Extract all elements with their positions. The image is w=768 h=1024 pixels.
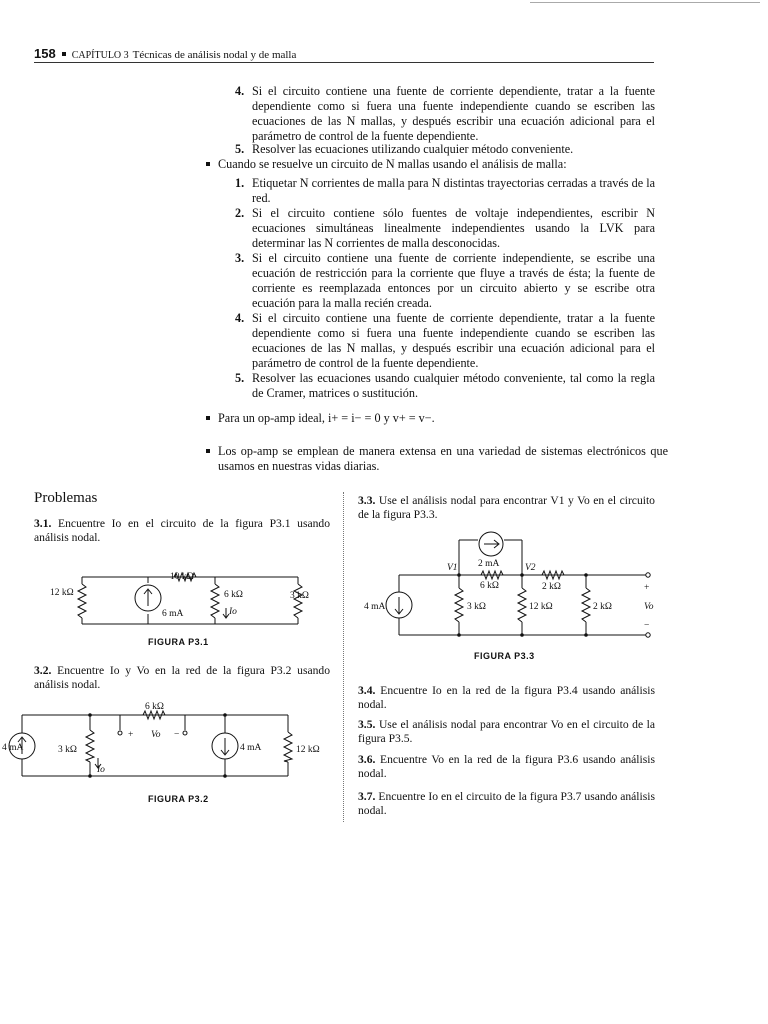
output-terminal-plus-icon <box>646 573 650 577</box>
problem-3-2: 3.2. Encuentre Io y Vo en la red de la figura P3.2 usando análisis nodal. <box>34 664 330 691</box>
resistor-2k-shunt-icon <box>582 588 590 622</box>
fig-p3-2-src2-label: 4 mA <box>240 743 262 753</box>
fig-p3-1-src-label: 6 mA <box>162 609 184 619</box>
fig-p3-1-r3-label: 6 kΩ <box>224 590 243 600</box>
fig-p3-2-r3-label: 12 kΩ <box>296 745 320 755</box>
fig-p3-3-src2-label: 2 mA <box>478 559 500 569</box>
mesh-steps <box>235 176 655 401</box>
figure-p3-1-circuit <box>40 552 340 634</box>
mesh-intro-bullet: Cuando se resuelve un circuito de N mallas usando el análisis de malla: <box>206 157 668 172</box>
nodal-steps-tail <box>235 84 655 157</box>
resistor-3k-icon <box>455 588 463 622</box>
problem-3-6: 3.6. Encuentre Vo en la red de la figura P3.6 usando análisis nodal. <box>358 753 655 780</box>
opamp-uses-bullet: Los op-amp se emplean de manera extensa en una variedad de sistemas electrónicos que usamos en nuestras vidas diarias. <box>206 444 668 474</box>
fig-p3-2-vo-label: Vo <box>151 730 161 740</box>
fig-p3-3-src1-label: 4 mA <box>364 602 386 612</box>
list-item: 4. Si el circuito contiene una fuente de corriente dependiente, tratar a la fuente dependiente como si fuera una fuente independiente cuando se escriben las ecuaciones de las N mallas, y después escribir una ecuación adicional para el parámetro de control de la fuente dependiente. <box>235 311 655 370</box>
resistor-6k-icon <box>211 584 219 618</box>
figure-p3-1-caption: FIGURA P3.1 <box>148 637 209 647</box>
list-item: 2. Si el circuito contiene sólo fuentes de voltaje independientes, escribir N ecuaciones simultáneas linealmente independientes usando la LVK para determinar las N corrientes de malla desconocidas. <box>235 206 655 250</box>
fig-p3-2-io-label: Io <box>97 765 105 775</box>
fig-p3-3-vo-label: Vo <box>644 602 654 612</box>
figure-p3-3-circuit <box>356 530 660 640</box>
fig-p3-3-v1-label: V1 <box>447 563 458 573</box>
list-item: 1. Etiquetar N corrientes de malla para N distintas trayectorias cerradas a través de la red. <box>235 176 655 205</box>
problem-3-4: 3.4. Encuentre Io en la red de la figura P3.4 usando análisis nodal. <box>358 684 655 711</box>
fig-p3-3-r4-label: 12 kΩ <box>529 602 553 612</box>
problem-3-3: 3.3. Use el análisis nodal para encontrar V1 y Vo en el circuito de la figura P3.3. <box>358 494 655 521</box>
terminal-plus-icon <box>118 731 122 735</box>
column-separator <box>343 492 344 822</box>
fig-p3-2-plus-label: + <box>128 730 134 740</box>
resistor-3k-icon <box>294 584 302 618</box>
fig-p3-2-minus-label: − <box>174 730 180 740</box>
header-square-icon <box>62 52 66 56</box>
top-edge-rule <box>530 2 760 3</box>
problem-3-5: 3.5. Use el análisis nodal para encontrar Vo en el circuito de la figura P3.5. <box>358 718 655 745</box>
list-item: 5. Resolver las ecuaciones usando cualquier método conveniente, tal como la regla de Cramer, matrices o sustitución. <box>235 371 655 400</box>
fig-p3-2-r2-label: 6 kΩ <box>145 702 164 712</box>
output-terminal-minus-icon <box>646 633 650 637</box>
terminal-minus-icon <box>183 731 187 735</box>
fig-p3-3-r3-label: 3 kΩ <box>467 602 486 612</box>
resistor-3k-icon <box>86 730 94 762</box>
list-item: 5. Resolver las ecuaciones utilizando cualquier método conveniente. <box>235 142 574 156</box>
fig-p3-1-r1-label: 12 kΩ <box>50 588 74 598</box>
resistor-12k-icon <box>78 584 86 618</box>
chapter-label: CAPÍTULO 3 <box>71 50 129 61</box>
fig-p3-1-r2-label: 10 kΩ <box>170 572 194 582</box>
fig-p3-3-r1-label: 6 kΩ <box>480 581 499 591</box>
list-item: 3. Si el circuito contiene una fuente de corriente independiente, se escribe una ecuación de restricción para la corriente que fluye a través de ésta; la fuente de corriente es reemplazada entonces por un circuito abierto y se escribe otra ecuación para la malla recién creada. <box>235 251 655 310</box>
fig-p3-2-r1-label: 3 kΩ <box>58 745 77 755</box>
resistor-12k-icon <box>284 732 292 762</box>
section-title: Problemas <box>34 490 98 506</box>
opamp-bullet: Para un op-amp ideal, i+ = i− = 0 y v+ = v−. <box>206 411 668 426</box>
fig-p3-1-r4-label: 3 kΩ <box>290 591 309 601</box>
resistor-12k-icon <box>518 588 526 622</box>
problem-3-1: 3.1. Encuentre Io en el circuito de la figura P3.1 usando análisis nodal. <box>34 517 331 544</box>
fig-p3-1-io-label: Io <box>229 607 237 617</box>
fig-p3-3-r2-label: 2 kΩ <box>542 582 561 592</box>
fig-p3-3-v2-label: V2 <box>525 563 536 573</box>
page-number: 158 <box>34 46 56 61</box>
running-header <box>34 46 296 61</box>
list-item: 4. Si el circuito contiene una fuente de corriente dependiente, tratar a la fuente dependiente como si fuera una fuente independiente cuando se escriben las ecuaciones de las N mallas, y después escribir una ecuación adicional para el parámetro de control de la fuente dependiente. <box>235 84 655 143</box>
problem-3-7: 3.7. Encuentre Io en el circuito de la figura P3.7 usando análisis nodal. <box>358 790 655 817</box>
fig-p3-3-minus-label: − <box>644 621 650 631</box>
header-rule <box>34 62 654 63</box>
figure-p3-2-caption: FIGURA P3.2 <box>148 794 209 804</box>
bullet-icon <box>206 162 210 166</box>
fig-p3-2-src1-label: 4 mA <box>2 743 24 753</box>
bullet-icon <box>206 416 210 420</box>
bullet-icon <box>206 449 210 453</box>
fig-p3-3-plus-label: + <box>644 583 650 593</box>
figure-p3-2-circuit <box>0 700 342 790</box>
figure-p3-3-caption: FIGURA P3.3 <box>474 651 535 661</box>
fig-p3-3-r5-label: 2 kΩ <box>593 602 612 612</box>
chapter-title: Técnicas de análisis nodal y de malla <box>132 49 297 61</box>
